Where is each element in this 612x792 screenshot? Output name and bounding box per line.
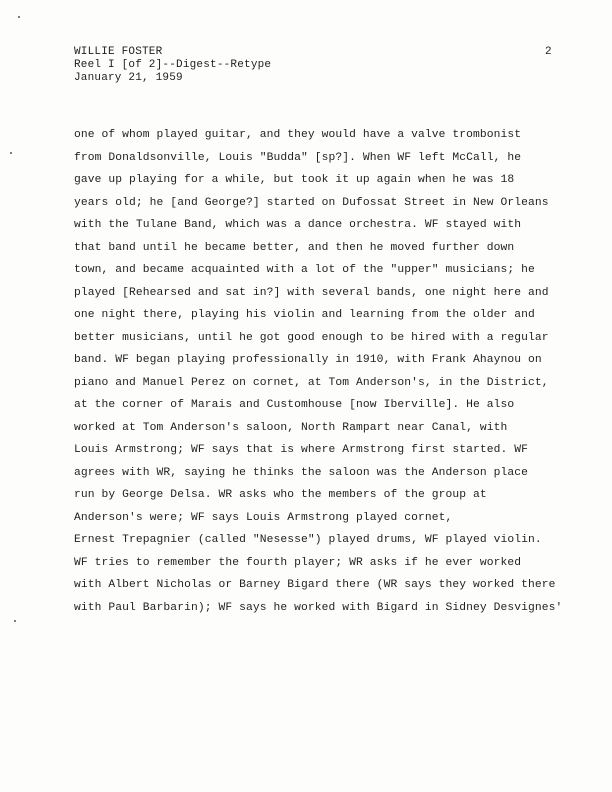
text-line: band. WF began playing professionally in 1910, with Frank Ahaynou on — [74, 354, 542, 366]
text-line: with the Tulane Band, which was a dance orchestra. WF stayed with — [74, 219, 522, 231]
text-line: Anderson's were; WF says Louis Armstrong played cornet, — [74, 511, 453, 524]
interviewee-name: WILLIE FOSTER — [74, 46, 163, 58]
text-line: with Paul Barbarin); WF says he worked with Bigard in Sidney Desvignes' — [74, 601, 563, 614]
text-line: one of whom played guitar, and they would have a valve trombonist — [74, 129, 522, 141]
text-line: that band until he became better, and then he moved further down — [74, 241, 515, 254]
text-line: town, and became acquainted with a lot of the "upper" musicians; he — [74, 264, 535, 276]
text-line: at the corner of Marais and Customhouse [now Iberville]. He also — [74, 399, 515, 411]
transcript-body — [74, 124, 594, 619]
interview-date: January 21, 1959 — [74, 72, 183, 84]
text-line: years old; he [and George?] started on Dufossat Street in New Orleans — [74, 196, 549, 209]
text-line: run by George Delsa. WR asks who the members of the group at — [74, 489, 487, 501]
text-line: with Albert Nicholas or Barney Bigard there (WR says they worked there — [74, 579, 556, 591]
scan-speck — [10, 152, 12, 154]
text-line: played [Rehearsed and sat in?] with several bands, one night here and — [74, 286, 549, 299]
text-line: Ernest Trepagnier (called "Nesesse") played drums, WF played violin. — [74, 534, 542, 546]
reel-info: Reel I [of 2]--Digest--Retype — [74, 59, 272, 71]
text-line: gave up playing for a while, but took it up again when he was 18 — [74, 174, 515, 186]
scan-speck — [14, 620, 16, 622]
text-line: worked at Tom Anderson's saloon, North Rampart near Canal, with — [74, 421, 508, 434]
page-number: 2 — [545, 46, 552, 58]
text-line: WF tries to remember the fourth player; WR asks if he ever worked — [74, 556, 522, 569]
text-line: piano and Manuel Perez on cornet, at Tom Anderson's, in the District, — [74, 376, 549, 389]
text-line: agrees with WR, saying he thinks the saloon was the Anderson place — [74, 466, 529, 479]
scan-speck — [18, 16, 20, 18]
text-line: one night there, playing his violin and learning from the older and — [74, 309, 535, 321]
text-line: better musicians, until he got good enough to be hired with a regular — [74, 331, 549, 344]
text-line: from Donaldsonville, Louis "Budda" [sp?]. When WF left McCall, he — [74, 151, 522, 164]
text-line: Louis Armstrong; WF says that is where Armstrong first started. WF — [74, 444, 529, 456]
